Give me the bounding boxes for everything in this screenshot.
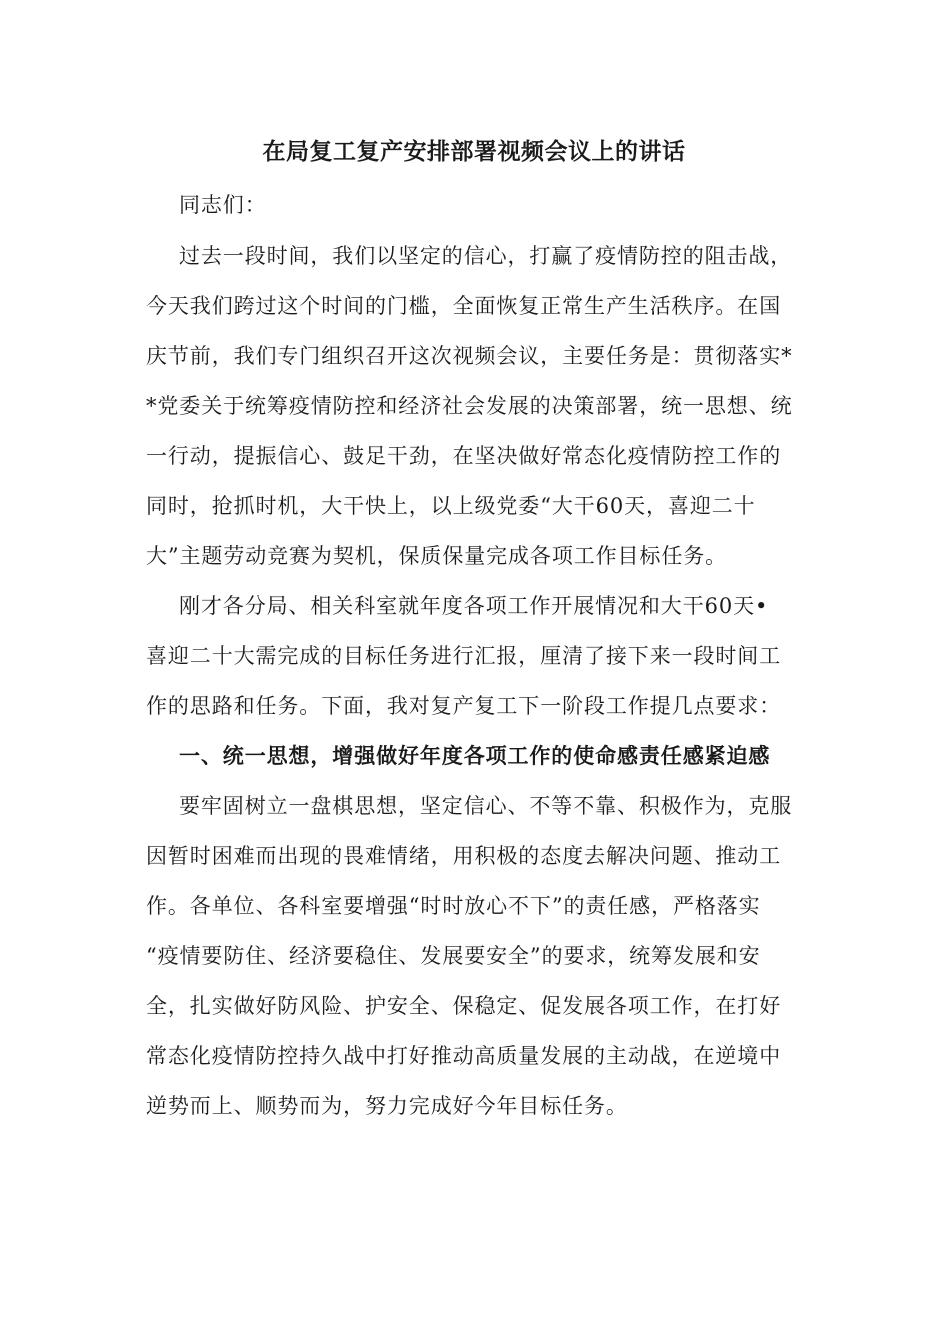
paragraph-line: 同时，抢抓时机，大干快上，以上级党委“大干60天，喜迎二十 xyxy=(146,494,756,518)
paragraph-line: *党委关于统筹疫情防控和经济社会发展的决策部署，统一思想、统 xyxy=(146,394,793,418)
paragraph-line: “疫情要防住、经济要稳住、发展要安全”的要求，统筹发展和安 xyxy=(146,944,761,968)
paragraph-line: 逆势而上、顺势而为，努力完成好今年目标任务。 xyxy=(146,1094,628,1118)
paragraph-line: 全，扎实做好防风险、护安全、保稳定、促发展各项工作，在打好 xyxy=(146,994,782,1018)
paragraph-line: 一行动，提振信心、鼓足干劲，在坚决做好常态化疫情防控工作的 xyxy=(146,444,782,468)
paragraph-line: 今天我们跨过这个时间的门槛，全面恢复正常生产生活秩序。在国 xyxy=(146,294,782,318)
paragraph-line: 过去一段时间，我们以坚定的信心，打赢了疫情防控的阻击战， xyxy=(179,244,793,268)
paragraph-2 xyxy=(146,581,806,731)
paragraph-line: 常态化疫情防控持久战中打好推动高质量发展的主动战，在逆境中 xyxy=(146,1044,782,1068)
document-title: 在局复工复产安排部署视频会议上的讲话 xyxy=(262,138,686,165)
paragraph-line: 喜迎二十大需完成的目标任务进行汇报，厘清了接下来一段时间工 xyxy=(146,644,782,668)
paragraph-1 xyxy=(146,231,806,581)
paragraph-line: 刚才各分局、相关科室就年度各项工作开展情况和大干60天• xyxy=(179,594,769,618)
paragraph-line: 作的思路和任务。下面，我对复产复工下一阶段工作提几点要求： xyxy=(146,694,782,718)
salutation: 同志们： xyxy=(179,193,267,217)
paragraph-line: 大”主题劳动竞赛为契机，保质保量完成各项工作目标任务。 xyxy=(146,544,728,568)
paragraph-line: 因暂时困难而出现的畏难情绪，用积极的态度去解决问题、推动工 xyxy=(146,844,782,868)
paragraph-line: 作。各单位、各科室要增强“时时放心不下”的责任感，严格落实 xyxy=(146,894,761,918)
paragraph-line: 庆节前，我们专门组织召开这次视频会议，主要任务是：贯彻落实* xyxy=(146,344,793,368)
paragraph-line: 要牢固树立一盘棋思想，坚定信心、不等不靠、积极作为，克服 xyxy=(179,794,793,818)
section-paragraph xyxy=(146,781,806,1131)
section-heading: 一、统一思想，增强做好年度各项工作的使命感责任感紧迫感 xyxy=(179,743,771,768)
